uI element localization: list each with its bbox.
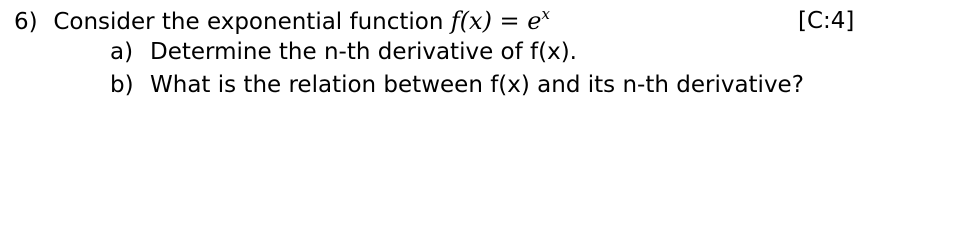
part-a-label: a) [110, 39, 134, 65]
question-text: Consider the exponential function [53, 9, 444, 35]
part-a-text: Determine the n-th derivative of f(x). [150, 39, 577, 65]
function-expression [451, 7, 550, 35]
question-line [14, 7, 550, 36]
part-b-text: What is the relation between f(x) and its n-th derivative? [150, 72, 804, 98]
question-number: 6) [14, 9, 38, 35]
marks-label: [C:4] [798, 8, 855, 34]
function-exponent: x [541, 5, 550, 23]
function-lhs: f(x) = e [450, 7, 542, 35]
part-b-label: b) [110, 72, 134, 98]
part-a [110, 38, 577, 66]
part-b [110, 71, 804, 99]
